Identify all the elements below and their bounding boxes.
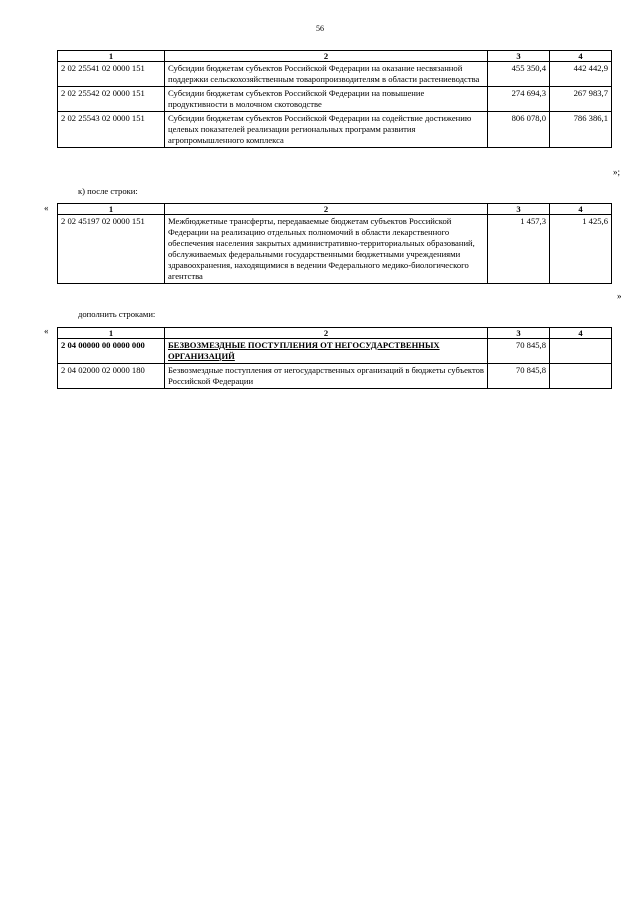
row-code: 2 04 00000 00 0000 000 [58, 339, 165, 364]
table-header-row [58, 328, 612, 339]
header-col-1: 1 [58, 328, 165, 339]
closing-quote: »; [613, 167, 621, 177]
row-col3: 70 845,8 [488, 339, 550, 364]
row-col3: 455 350,4 [488, 62, 550, 87]
row-code: 2 02 25541 02 0000 151 [58, 62, 165, 87]
row-col4 [550, 339, 612, 364]
table-continuation [57, 50, 612, 148]
header-col-3: 3 [488, 51, 550, 62]
table-row [58, 87, 612, 112]
row-col3: 1 457,3 [488, 215, 550, 284]
header-col-1: 1 [58, 51, 165, 62]
header-col-3: 3 [488, 204, 550, 215]
row-col3: 806 078,0 [488, 112, 550, 148]
opening-quote: « [44, 203, 49, 213]
header-col-2: 2 [165, 204, 488, 215]
row-code: 2 02 45197 02 0000 151 [58, 215, 165, 284]
row-code: 2 04 02000 02 0000 180 [58, 364, 165, 389]
row-col4 [550, 364, 612, 389]
row-code: 2 02 25542 02 0000 151 [58, 87, 165, 112]
table-reference-row [57, 203, 612, 284]
row-col4: 442 442,9 [550, 62, 612, 87]
row-col4: 786 386,1 [550, 112, 612, 148]
table-row [58, 112, 612, 148]
header-col-3: 3 [488, 328, 550, 339]
row-name: Субсидии бюджетам субъектов Российской Федерации на повышение продуктивности в молочном скотоводстве [165, 87, 488, 112]
row-col4: 1 425,6 [550, 215, 612, 284]
table-header-row [58, 51, 612, 62]
header-col-4: 4 [550, 51, 612, 62]
row-name: Безвозмездные поступления от негосударственных организаций в бюджеты субъектов Российской Федерации [165, 364, 488, 389]
note-add-rows: дополнить строками: [78, 309, 156, 319]
header-col-2: 2 [165, 328, 488, 339]
table-row [58, 62, 612, 87]
page-number: 56 [316, 24, 324, 33]
table-header-row [58, 204, 612, 215]
row-name: Субсидии бюджетам субъектов Российской Федерации на оказание несвязанной поддержки сельскохозяйственным товаропроизводителям в области растениеводства [165, 62, 488, 87]
table-row [58, 364, 612, 389]
header-col-4: 4 [550, 204, 612, 215]
table-row [58, 215, 612, 284]
row-code: 2 02 25543 02 0000 151 [58, 112, 165, 148]
table-new-rows [57, 327, 612, 389]
row-name: Межбюджетные трансферты, передаваемые бюджетам субъектов Российской Федерации на реализацию отдельных полномочий в области лекарственного обеспечения населения закрытых административно-территориальных образований, обслуживаемых федеральными государственными бюджетными учреждениями здравоохранения, находящимися в ведении Федерального медико-биологического агентства [165, 215, 488, 284]
header-col-2: 2 [165, 51, 488, 62]
row-name: БЕЗВОЗМЕЗДНЫЕ ПОСТУПЛЕНИЯ ОТ НЕГОСУДАРСТВЕННЫХ ОРГАНИЗАЦИЙ [165, 339, 488, 364]
header-col-4: 4 [550, 328, 612, 339]
note-after-row: к) после строки: [78, 186, 138, 196]
opening-quote: « [44, 326, 49, 336]
closing-quote: » [617, 291, 622, 301]
row-col3: 70 845,8 [488, 364, 550, 389]
table-row [58, 339, 612, 364]
row-col3: 274 694,3 [488, 87, 550, 112]
row-name: Субсидии бюджетам субъектов Российской Федерации на содействие достижению целевых показателей реализации региональных программ развития агропромышленного комплекса [165, 112, 488, 148]
row-col4: 267 983,7 [550, 87, 612, 112]
header-col-1: 1 [58, 204, 165, 215]
